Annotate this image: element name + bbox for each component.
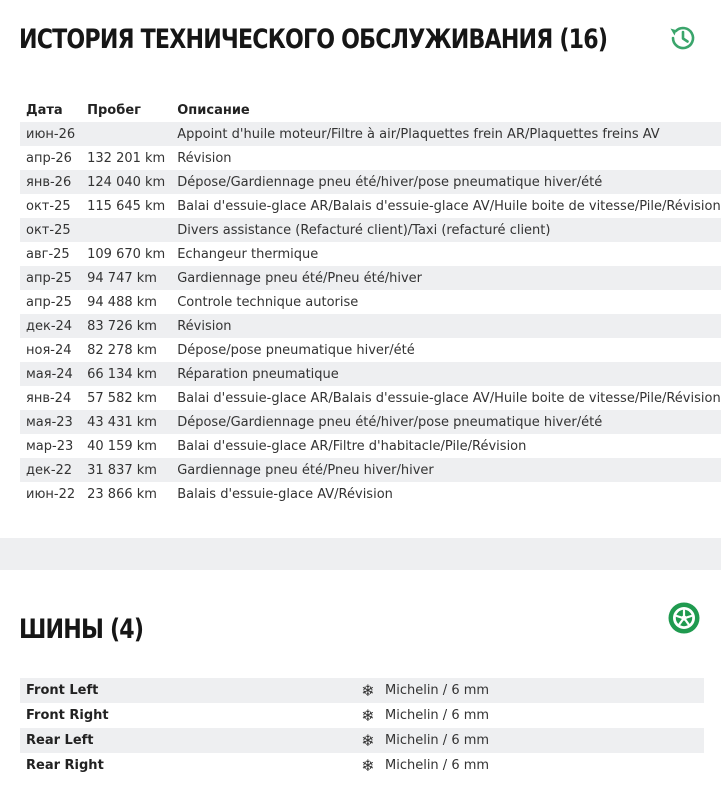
table-row bbox=[20, 338, 721, 362]
tire-row bbox=[20, 728, 704, 753]
tires-title: ШИНЫ (4) bbox=[19, 614, 144, 645]
tire-position: Rear Left bbox=[20, 728, 357, 753]
row-description: Balai d'essuie-glace AR/Filtre d'habitacle/Pile/Révision bbox=[171, 434, 721, 458]
tire-position: Rear Right bbox=[20, 753, 357, 778]
row-mileage: 94 747 km bbox=[81, 266, 171, 290]
table-row bbox=[20, 122, 721, 146]
row-description: Balais d'essuie-glace AV/Révision bbox=[171, 482, 721, 506]
row-description: Révision bbox=[171, 314, 721, 338]
tire-brand-depth: Michelin / 6 mm bbox=[379, 753, 704, 778]
row-date: мая-24 bbox=[20, 362, 81, 386]
column-header-description: Описание bbox=[171, 98, 721, 122]
row-date: апр-25 bbox=[20, 290, 81, 314]
row-mileage: 40 159 km bbox=[81, 434, 171, 458]
row-description: Gardiennage pneu été/Pneu été/hiver bbox=[171, 266, 721, 290]
row-date: окт-25 bbox=[20, 194, 81, 218]
table-row bbox=[20, 194, 721, 218]
maintenance-history-title: ИСТОРИЯ ТЕХНИЧЕСКОГО ОБСЛУЖИВАНИЯ (16) bbox=[19, 24, 608, 55]
table-row bbox=[20, 242, 721, 266]
row-date: дек-24 bbox=[20, 314, 81, 338]
snowflake-icon: ❄ bbox=[357, 703, 379, 728]
tires-table bbox=[20, 678, 704, 778]
table-row bbox=[20, 458, 721, 482]
row-mileage: 31 837 km bbox=[81, 458, 171, 482]
row-description: Echangeur thermique bbox=[171, 242, 721, 266]
row-description: Réparation pneumatique bbox=[171, 362, 721, 386]
row-mileage: 82 278 km bbox=[81, 338, 171, 362]
row-mileage bbox=[81, 122, 171, 146]
row-date: дек-22 bbox=[20, 458, 81, 482]
tire-row bbox=[20, 678, 704, 703]
snowflake-icon: ❄ bbox=[357, 728, 379, 753]
tire-brand-depth: Michelin / 6 mm bbox=[379, 678, 704, 703]
tire-row bbox=[20, 703, 704, 728]
row-mileage: 43 431 km bbox=[81, 410, 171, 434]
snowflake-icon: ❄ bbox=[357, 678, 379, 703]
row-mileage: 94 488 km bbox=[81, 290, 171, 314]
tire-position: Front Left bbox=[20, 678, 357, 703]
row-date: мая-23 bbox=[20, 410, 81, 434]
row-mileage: 83 726 km bbox=[81, 314, 171, 338]
row-date: мар-23 bbox=[20, 434, 81, 458]
table-row bbox=[20, 314, 721, 338]
table-row bbox=[20, 386, 721, 410]
tire-row bbox=[20, 753, 704, 778]
row-description: Gardiennage pneu été/Pneu hiver/hiver bbox=[171, 458, 721, 482]
row-date: апр-26 bbox=[20, 146, 81, 170]
table-row bbox=[20, 290, 721, 314]
tire-brand-depth: Michelin / 6 mm bbox=[379, 703, 704, 728]
table-row bbox=[20, 218, 721, 242]
table-row bbox=[20, 362, 721, 386]
row-mileage: 124 040 km bbox=[81, 170, 171, 194]
row-date: июн-22 bbox=[20, 482, 81, 506]
row-description: Divers assistance (Refacturé client)/Taxi (refacturé client) bbox=[171, 218, 721, 242]
row-date: апр-25 bbox=[20, 266, 81, 290]
row-mileage: 57 582 km bbox=[81, 386, 171, 410]
table-row bbox=[20, 434, 721, 458]
row-description: Controle technique autorise bbox=[171, 290, 721, 314]
row-date: авг-25 bbox=[20, 242, 81, 266]
tire-rows bbox=[20, 678, 704, 778]
table-row bbox=[20, 482, 721, 506]
row-description: Balai d'essuie-glace AR/Balais d'essuie-glace AV/Huile boite de vitesse/Pile/Révision bbox=[171, 386, 721, 410]
table-row bbox=[20, 266, 721, 290]
tire-brand-depth: Michelin / 6 mm bbox=[379, 728, 704, 753]
tires-section bbox=[0, 570, 721, 801]
snowflake-icon: ❄ bbox=[357, 753, 379, 778]
table-row bbox=[20, 410, 721, 434]
row-description: Appoint d'huile moteur/Filtre à air/Plaquettes frein AR/Plaquettes freins AV bbox=[171, 122, 721, 146]
history-icon bbox=[667, 22, 699, 54]
tire-icon bbox=[668, 602, 700, 634]
row-date: окт-25 bbox=[20, 218, 81, 242]
maintenance-rows bbox=[20, 122, 721, 506]
row-mileage: 115 645 km bbox=[81, 194, 171, 218]
row-description: Révision bbox=[171, 146, 721, 170]
table-row bbox=[20, 146, 721, 170]
column-header-mileage: Пробег bbox=[81, 98, 171, 122]
table-header-row bbox=[20, 98, 721, 122]
row-date: июн-26 bbox=[20, 122, 81, 146]
section-divider bbox=[0, 538, 721, 570]
row-description: Dépose/Gardiennage pneu été/hiver/pose pneumatique hiver/été bbox=[171, 170, 721, 194]
column-header-date: Дата bbox=[20, 98, 81, 122]
row-description: Dépose/pose pneumatique hiver/été bbox=[171, 338, 721, 362]
maintenance-history-table bbox=[20, 98, 721, 506]
row-mileage: 109 670 km bbox=[81, 242, 171, 266]
row-date: ноя-24 bbox=[20, 338, 81, 362]
row-mileage: 132 201 km bbox=[81, 146, 171, 170]
table-row bbox=[20, 170, 721, 194]
tire-position: Front Right bbox=[20, 703, 357, 728]
row-mileage: 23 866 km bbox=[81, 482, 171, 506]
row-description: Balai d'essuie-glace AR/Balais d'essuie-glace AV/Huile boite de vitesse/Pile/Révision bbox=[171, 194, 721, 218]
row-date: янв-24 bbox=[20, 386, 81, 410]
row-mileage: 66 134 km bbox=[81, 362, 171, 386]
row-date: янв-26 bbox=[20, 170, 81, 194]
row-mileage bbox=[81, 218, 171, 242]
row-description: Dépose/Gardiennage pneu été/hiver/pose pneumatique hiver/été bbox=[171, 410, 721, 434]
